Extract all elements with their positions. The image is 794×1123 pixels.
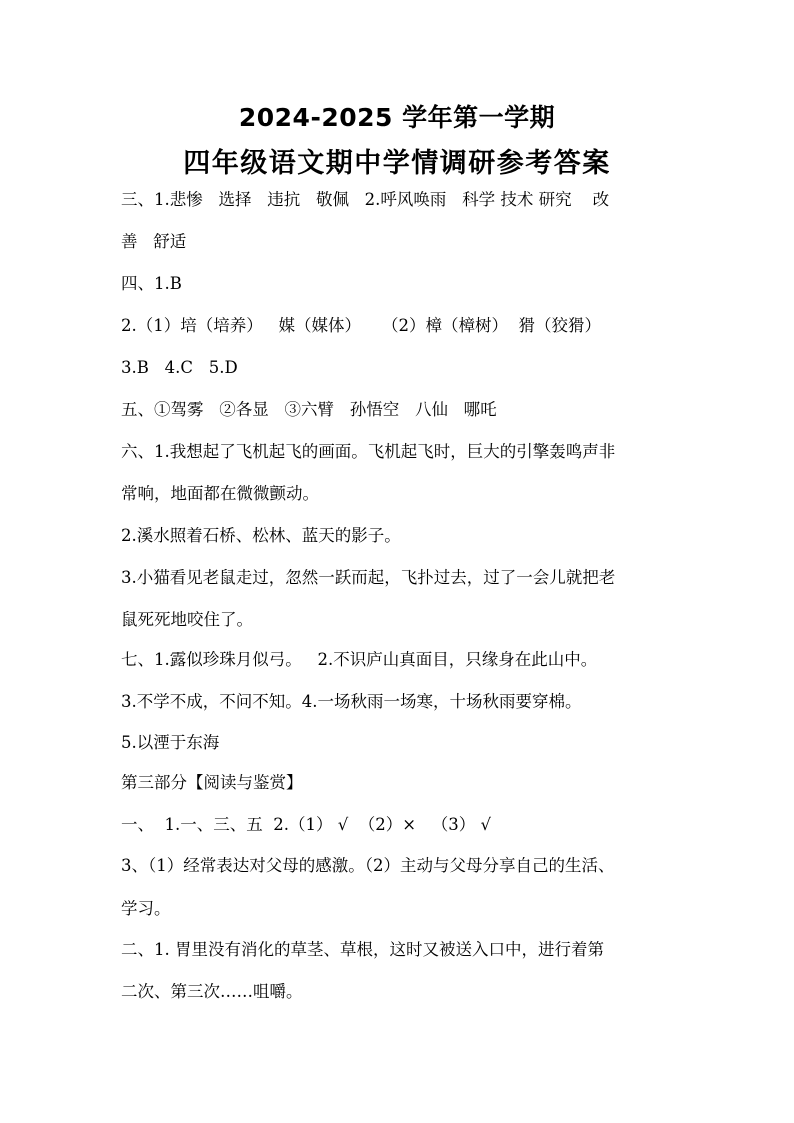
- answer-line-6-1-cont: 常响，地面都在微微颤动。: [121, 484, 319, 503]
- answer-line-6-1: 六、1.我想起了飞机起飞的画面。飞机起飞时，巨大的引擎轰鸣声非: [121, 442, 616, 461]
- answer-line-5: 五、①驾雾 ②各显 ③六臂 孙悟空 八仙 哪吒: [121, 400, 497, 419]
- answer-line-7-3: 3.不学不成，不问不知。4.一场秋雨一场寒，十场秋雨要穿棉。: [121, 692, 582, 711]
- document-title-year: 2024-2025 学年第一学期: [238, 103, 556, 132]
- answer-line-6-3: 3.小猫看见老鼠走过，忽然一跃而起，飞扑过去，过了一会儿就把老: [121, 568, 616, 587]
- reading-answer-1-3: 3、（1）经常表达对父母的感激。（2）主动与父母分享自己的生活、: [121, 856, 615, 875]
- section-heading-part-3: 第三部分【阅读与鉴赏】: [121, 773, 303, 792]
- answer-line-6-3-cont: 鼠死死地咬住了。: [121, 610, 253, 629]
- reading-answer-2-1-cont: 二次、第三次……咀嚼。: [121, 982, 303, 1001]
- answer-line-4-1: 四、1.B: [121, 274, 182, 293]
- document-title-main: 四年级语文期中学情调研参考答案: [183, 148, 611, 179]
- reading-answer-2-1: 二、1. 胃里没有消化的草茎、草根，这时又被送入口中，进行着第: [121, 940, 604, 959]
- answer-line-7-5: 5.以湮于东海: [121, 733, 220, 752]
- answer-line-4-3: 3.B 4.C 5.D: [121, 358, 238, 377]
- answer-line-4-2: 2.（1）培（培养） 媒（媒体） （2）樟（樟树） 猾（狡猾）: [121, 316, 601, 335]
- reading-answer-1-3-cont: 学习。: [121, 899, 171, 918]
- answer-line-6-2: 2.溪水照着石桥、松林、蓝天的影子。: [121, 526, 401, 545]
- answer-line-3-1: 三、1.悲惨 选择 违抗 敬佩 2.呼风唤雨 科学 技术 研究 改: [121, 190, 610, 209]
- answer-line-7-1: 七、1.露似珍珠月似弓。 2.不识庐山真面目，只缘身在此山中。: [121, 650, 598, 669]
- answer-line-3-1-cont: 善 舒适: [121, 232, 187, 251]
- reading-answer-1: 一、 1.一、三、五 2.（1） √ （2）× （3） √: [121, 815, 492, 834]
